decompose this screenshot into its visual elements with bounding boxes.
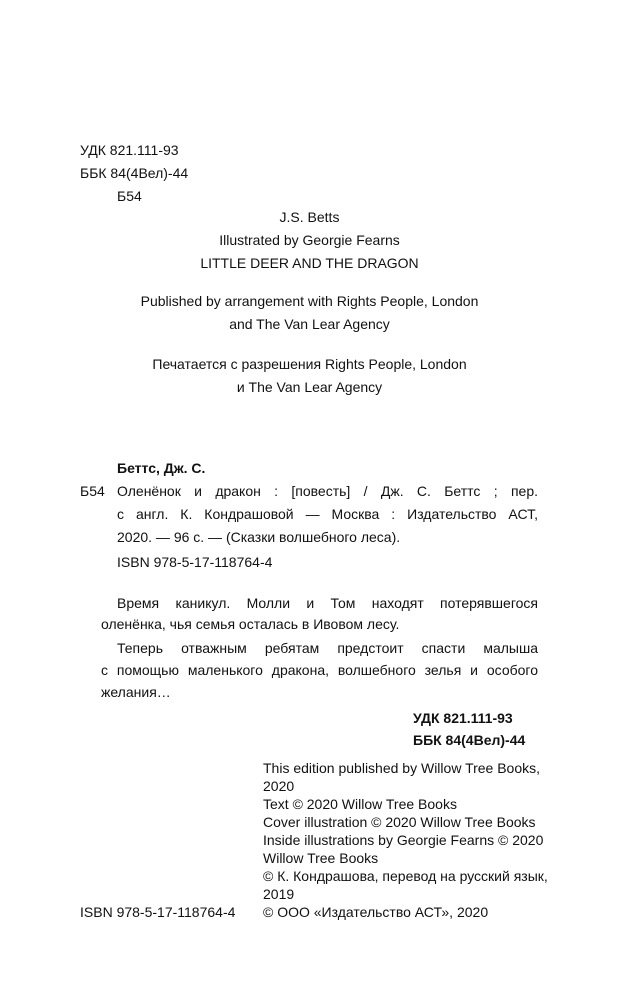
catalog-entry-line2: с англ. К. Кондрашовой — Москва : Издательство АСТ,	[117, 506, 538, 522]
annotation-p2-line2: с помощью маленького дракона, волшебного зелья и особого	[101, 662, 538, 678]
copyright-line3: Text © 2020 Willow Tree Books	[263, 796, 457, 812]
annotation-p2-line1: Теперь отважным ребятам предстоит спасти малыша	[117, 640, 538, 656]
copyright-line8: 2019	[263, 886, 295, 902]
annotation-p1-line2: оленёнка, чья семья осталась в Ивовом лесу.	[101, 616, 400, 632]
catalog-entry-line3: 2020. — 96 с. — (Сказки волшебного леса).	[117, 529, 401, 545]
copyright-line6: Willow Tree Books	[263, 850, 379, 866]
catalog-entry-line1: Оленёнок и дракон : [повесть] / Дж. С. Беттс ; пер.	[117, 483, 538, 499]
arrangement-en-line2: and The Van Lear Agency	[229, 316, 390, 332]
copyright-line1: This edition published by Willow Tree Books,	[263, 760, 541, 776]
arrangement-en-line1: Published by arrangement with Rights People, London	[140, 293, 479, 309]
author-mark-top: Б54	[117, 188, 142, 204]
original-illustrator: Illustrated by Georgie Fearns	[219, 232, 400, 248]
catalog-heading: Беттс, Дж. С.	[117, 460, 206, 476]
annotation-p2-line3: желания…	[101, 684, 171, 700]
original-author: J.S. Betts	[279, 209, 340, 225]
udk-code-bottom: УДК 821.111-93	[413, 710, 513, 726]
copyright-line4: Cover illustration © 2020 Willow Tree Books	[263, 814, 536, 830]
bbk-code-bottom: ББК 84(4Вел)-44	[413, 732, 526, 748]
arrangement-ru-line1: Печатается с разрешения Rights People, London	[152, 356, 467, 372]
copyright-line5: Inside illustrations by Georgie Fearns © 2020	[263, 832, 544, 848]
annotation-p1-line1: Время каникул. Молли и Том находят потерявшегося	[117, 595, 538, 611]
copyright-line7: © К. Кондрашова, перевод на русский язык,	[263, 868, 548, 884]
copyright-line2: 2020	[263, 778, 295, 794]
udk-code-top: УДК 821.111-93	[80, 142, 179, 158]
isbn-bottom: ISBN 978-5-17-118764-4	[80, 904, 236, 920]
arrangement-ru-line2: и The Van Lear Agency	[236, 379, 383, 395]
original-title: LITTLE DEER AND THE DRAGON	[200, 255, 419, 271]
catalog-code: Б54	[80, 483, 105, 499]
bbk-code-top: ББК 84(4Вел)-44	[80, 165, 189, 181]
copyright-line9: © ООО «Издательство АСТ», 2020	[263, 904, 489, 920]
catalog-isbn: ISBN 978-5-17-118764-4	[117, 554, 273, 570]
